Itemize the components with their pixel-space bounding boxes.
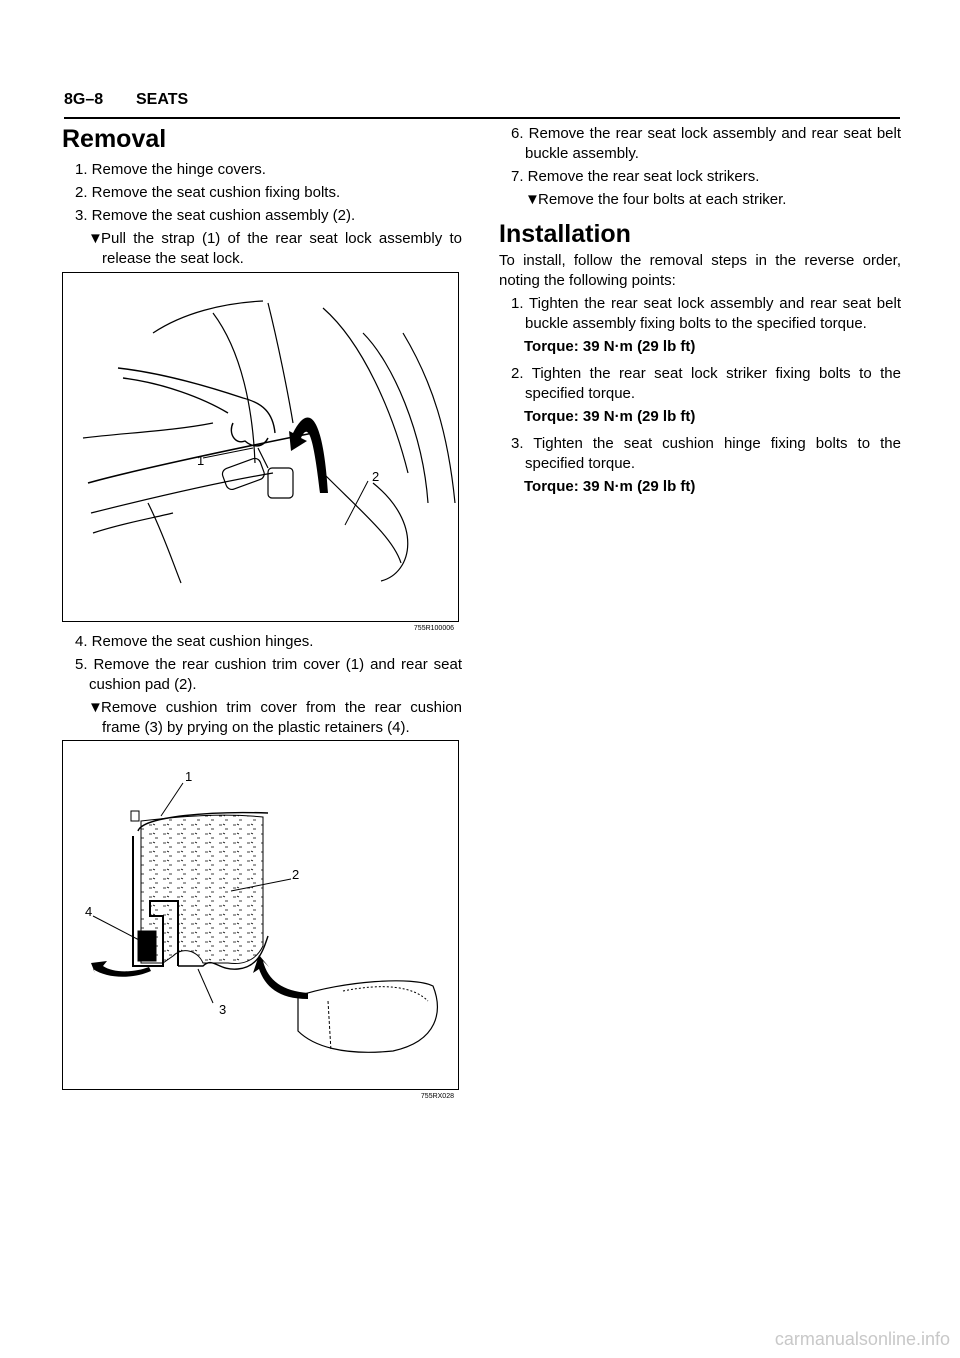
section-code: 8G–8 [64,91,104,108]
fig2-label-1: 1 [185,769,193,784]
removal-heading: Removal [62,125,167,153]
seat-outline [213,313,255,463]
insert-arrow-icon [253,955,308,999]
seat-cushion-assembly [298,981,437,1053]
removal-step-5: 5. Remove the rear cushion trim cover (1) and rear seat cushion pad (2). [75,656,462,693]
seat-outline [153,301,263,333]
removal-step-7-note-text: Remove the four bolts at each striker. [538,191,787,208]
leader-line-3 [198,969,213,1003]
removal-step-4: 4. Remove the seat cushion hinges. [75,633,314,650]
lift-arrow-icon [289,417,328,493]
installation-step-3: 3. Tighten the seat cushion hinge fixing bolts to the specified torque. [511,435,901,472]
fig1-label-2: 2 [372,469,380,484]
figure-code: 755RX028 [420,1093,454,1100]
torque-spec-3: Torque: 39 N·m (29 lb ft) [524,478,696,495]
installation-step-1: 1. Tighten the rear seat lock assembly and rear seat belt buckle assembly fixing bolts to the specified torque. [511,295,901,332]
fig2-label-2: 2 [292,867,300,882]
removal-step-5-note [62,698,462,738]
watermark: carmanualsonline.info [774,1329,950,1349]
bullet-triangle-icon: ▼ [525,191,540,208]
removal-step-3-note [62,229,462,269]
seat-outline [93,513,173,533]
seat-outline [323,473,401,563]
removal-step-3-note-text: Pull the strap (1) of the rear seat lock assembly to release the seat lock. [101,230,462,267]
left-column [62,120,462,272]
installation-heading: Installation [499,220,631,248]
figure-code: 755R100006 [413,625,454,632]
arm-outline [123,378,228,413]
bullet-triangle-icon: ▼ [88,699,103,716]
leader-line-2 [345,481,368,525]
page-header [64,91,900,119]
plastic-retainer [138,931,156,961]
removal-step-3: 3. Remove the seat cushion assembly (2). [75,207,356,224]
section-title: SEATS [136,91,189,108]
leader-line-1 [203,448,253,458]
removal-step-1: 1. Remove the hinge covers. [75,161,266,178]
seat-outline [83,423,213,438]
seat-outline [91,473,273,513]
removal-step-7: 7. Remove the rear seat lock strikers. [511,168,760,185]
cushion-pad [141,815,263,963]
torque-spec-1: Torque: 39 N·m (29 lb ft) [524,338,696,355]
seat-lock-illustration [63,273,458,621]
installation-intro: To install, follow the removal steps in the reverse order, noting the following points: [499,252,901,289]
right-column [499,124,901,504]
fig2-label-4: 4 [85,904,93,919]
removal-step-5-note-text: Remove cushion trim cover from the rear cushion frame (3) by prying on the plastic retainers (4). [101,699,462,736]
figure-cushion-trim-cover [62,740,459,1100]
seat-outline [268,303,293,423]
figure-seat-lock-strap [62,272,459,632]
removal-step-2: 2. Remove the seat cushion fixing bolts. [75,184,341,201]
torque-spec-2: Torque: 39 N·m (29 lb ft) [524,408,696,425]
fig1-label-1: 1 [197,453,205,468]
cushion-trim-illustration [63,741,458,1089]
installation-step-2: 2. Tighten the rear seat lock striker fixing bolts to the specified torque. [511,365,901,402]
fig2-label-3: 3 [219,1002,227,1017]
strap-line [258,448,268,468]
buckle-left [221,457,266,491]
bullet-triangle-icon: ▼ [88,230,103,247]
removal-step-7-note [499,190,901,210]
buckle-right [268,468,293,498]
seat-outline [323,308,408,473]
leader-line-1 [161,783,183,816]
removal-step-6: 6. Remove the rear seat lock assembly and rear seat belt buckle assembly. [511,125,901,162]
left-column-lower [62,632,462,741]
trim-clip [131,811,139,821]
seat-outline [373,483,408,581]
